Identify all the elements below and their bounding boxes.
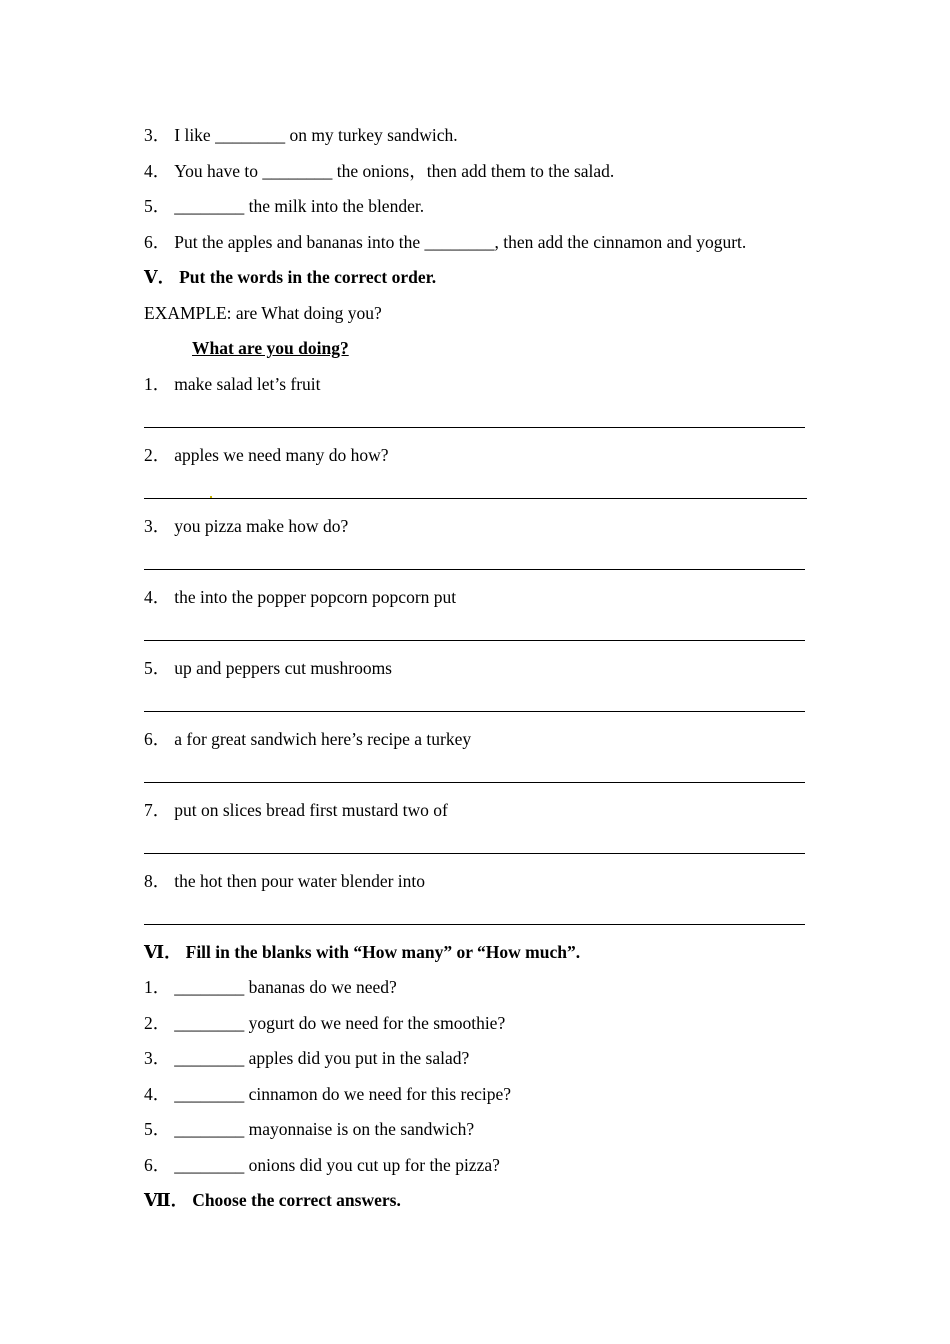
section-number: Ⅴ． (144, 267, 176, 287)
item-text: ________ onions did you cut up for the pizza? (174, 1154, 500, 1175)
example-answer-text: What are you doing? (192, 338, 349, 358)
item-text: the into the popper popcorn popcorn put (174, 586, 457, 607)
item-number: 4． (144, 1083, 171, 1104)
item-number: 1． (144, 373, 171, 394)
item-number: 5． (144, 196, 171, 216)
item-text: ________ apples did you put in the salad? (174, 1048, 470, 1068)
item-text: you pizza make how do? (174, 515, 349, 536)
item-number: 3． (144, 515, 171, 536)
item-text: make salad let’s fruit (174, 373, 321, 394)
stray-dot (210, 496, 212, 498)
item-number: 3． (144, 125, 171, 145)
item-text: the hot then pour water blender into (174, 870, 426, 891)
item-text: put on slices bread first mustard two of (174, 799, 448, 820)
section5-item-3 (144, 509, 814, 545)
item-number: 2． (144, 444, 171, 465)
item-number: 5． (144, 1119, 171, 1139)
section-title: Put the words in the correct order. (179, 267, 437, 287)
item-text: Put the apples and bananas into the ________, then add the cinnamon and yogurt. (174, 231, 747, 252)
answer-line[interactable] (144, 828, 814, 864)
worksheet-page (144, 118, 814, 1219)
item-text: ________ the milk into the blender. (174, 196, 425, 216)
section5-heading (144, 260, 814, 296)
section5-item-8 (144, 864, 814, 900)
item-text: ________ cinnamon do we need for this recipe? (174, 1083, 512, 1104)
item-number: 6． (144, 231, 171, 252)
section-number: Ⅵ． (144, 941, 182, 962)
item-number: 4． (144, 586, 171, 607)
item-number: 2． (144, 1012, 171, 1033)
item-text: ________ yogurt do we need for the smoothie? (174, 1012, 506, 1033)
section-title: Fill in the blanks with “How many” or “How much”. (185, 941, 581, 962)
section6-item-1 (144, 970, 814, 1006)
section6-item-2 (144, 1006, 814, 1042)
item-text: ________ mayonnaise is on the sandwich? (174, 1119, 475, 1139)
section4-item-4 (144, 154, 814, 190)
section4-item-5 (144, 189, 814, 225)
item-number: 8． (144, 870, 171, 891)
item-text: apples we need many do how? (174, 444, 389, 465)
section5-example-answer (144, 331, 814, 367)
section5-item-4 (144, 580, 814, 616)
item-text: ________ bananas do we need? (174, 977, 397, 997)
answer-line[interactable] (144, 473, 814, 509)
answer-line[interactable] (144, 899, 814, 935)
item-number: 3． (144, 1048, 171, 1068)
answer-line[interactable] (144, 544, 814, 580)
section6-item-3 (144, 1041, 814, 1077)
section6-heading (144, 935, 814, 971)
answer-line[interactable] (144, 615, 814, 651)
item-number: 5． (144, 657, 171, 678)
section5-item-2 (144, 438, 814, 474)
answer-line[interactable] (144, 686, 814, 722)
section6-item-4 (144, 1077, 814, 1113)
item-text: a for great sandwich here’s recipe a turkey (174, 728, 472, 749)
section5-item-1 (144, 367, 814, 403)
section-number: Ⅶ． (144, 1190, 189, 1210)
item-text: You have to ________ the onions，then add them to the salad. (174, 160, 615, 181)
section6-item-6 (144, 1148, 814, 1184)
item-number: 6． (144, 728, 171, 749)
answer-line[interactable] (144, 402, 814, 438)
section4-item-3 (144, 118, 814, 154)
section5-item-7 (144, 793, 814, 829)
item-number: 1． (144, 977, 171, 997)
item-number: 4． (144, 160, 171, 181)
section6-item-5 (144, 1112, 814, 1148)
section-title: Choose the correct answers. (192, 1190, 401, 1210)
item-text: I like ________ on my turkey sandwich. (174, 125, 458, 145)
item-number: 7． (144, 799, 171, 820)
section5-item-5 (144, 651, 814, 687)
section4-item-6 (144, 225, 814, 261)
section5-item-6 (144, 722, 814, 758)
item-text: up and peppers cut mushrooms (174, 657, 392, 678)
item-number: 6． (144, 1154, 171, 1175)
section5-example: EXAMPLE: are What doing you? (144, 302, 382, 323)
answer-line[interactable] (144, 757, 814, 793)
section7-heading (144, 1183, 814, 1219)
